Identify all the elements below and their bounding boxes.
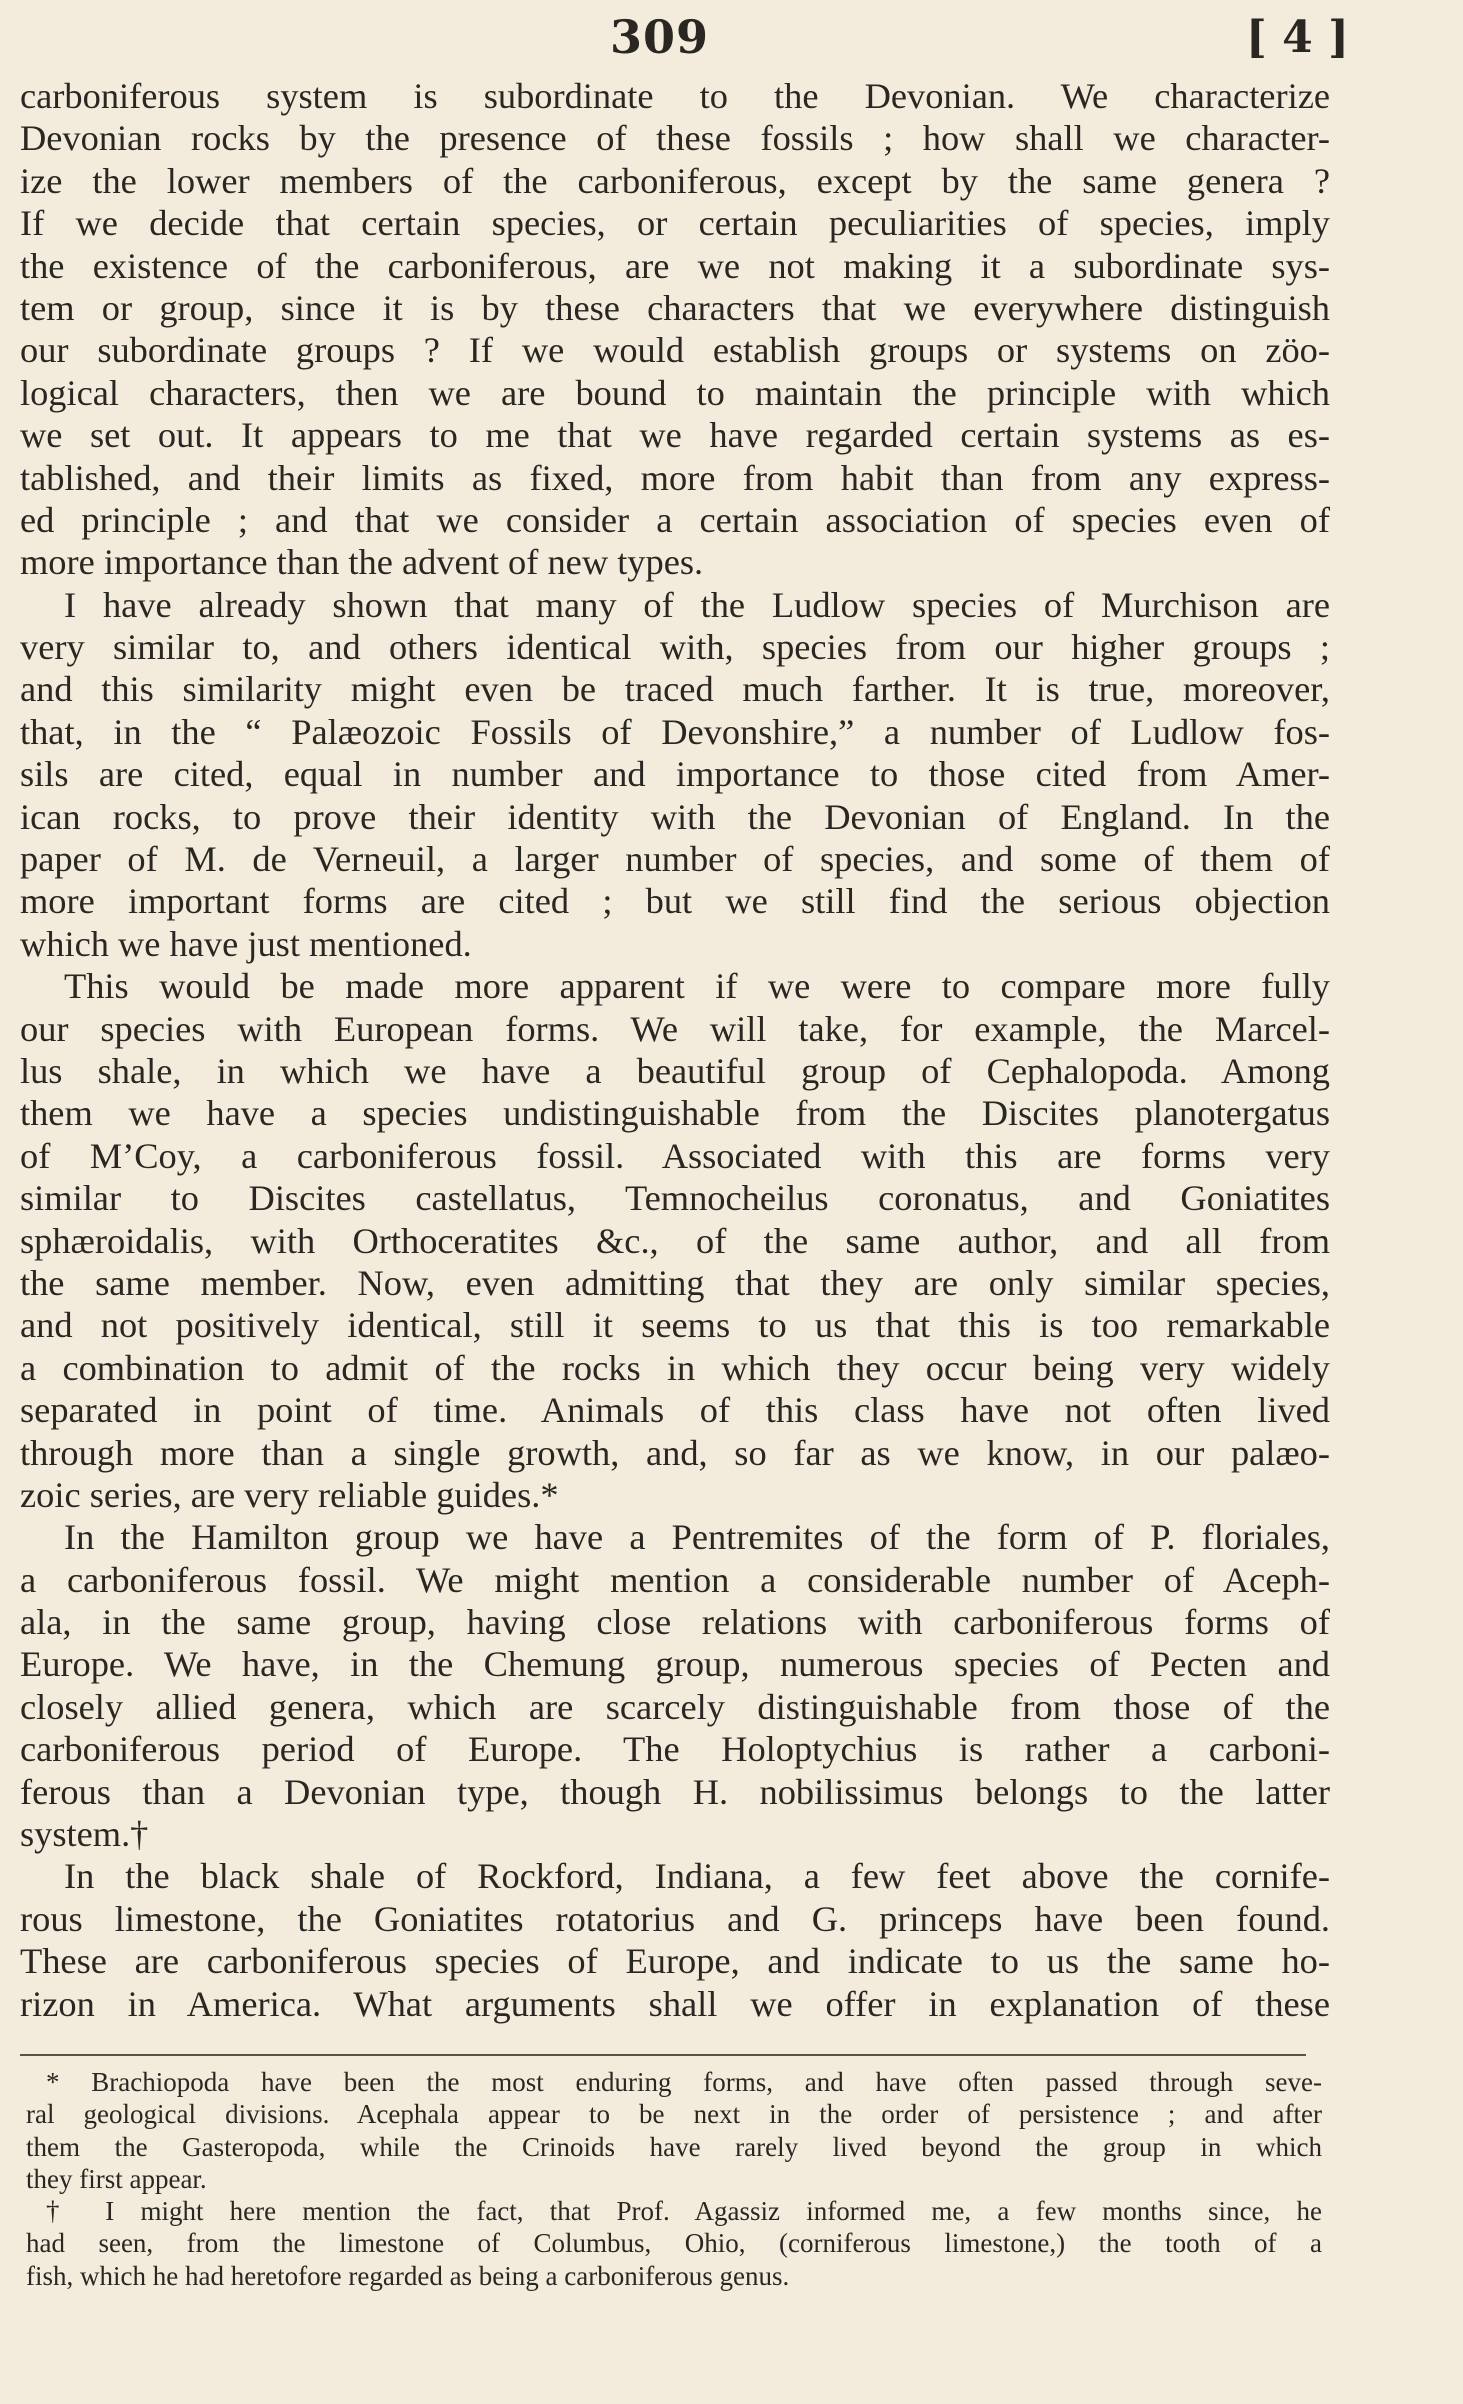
text-line: tem or group, since it is by these characters that we everywhere distinguish xyxy=(20,287,1330,328)
text-line: that, in the “ Palæozoic Fossils of Devonshire,” a number of Ludlow fos- xyxy=(20,711,1330,752)
text-line: lus shale, in which we have a beautiful group of Cephalopoda. Among xyxy=(20,1050,1330,1091)
text-line: of M’Coy, a carboniferous fossil. Associated with this are forms very xyxy=(20,1135,1330,1176)
footnotes xyxy=(26,2066,1322,2292)
text-line: carboniferous system is subordinate to the Devonian. We characterize xyxy=(20,76,1330,116)
text-line: separated in point of time. Animals of this class have not often lived xyxy=(20,1390,1330,1431)
text-line: rous limestone, the Goniatites rotatorius and G. princeps have been found. xyxy=(20,1898,1330,1939)
text-line: Devonian rocks by the presence of these fossils ; how shall we character- xyxy=(20,118,1330,159)
text-line: closely allied genera, which are scarcely distinguishable from those of the xyxy=(20,1686,1330,1727)
text-line: which we have just mentioned. xyxy=(20,923,472,964)
text-line: more importance than the advent of new types. xyxy=(20,542,704,583)
text-line: If we decide that certain species, or certain peculiarities of species, imply xyxy=(20,203,1330,244)
text-line: we set out. It appears to me that we have regarded certain systems as es- xyxy=(20,415,1330,456)
text-line: I have already shown that many of the Ludlow species of Murchison are xyxy=(64,584,1330,625)
text-line: ize the lower members of the carboniferous, except by the same genera ? xyxy=(20,160,1330,201)
text-line: our subordinate groups ? If we would establish groups or systems on zöo- xyxy=(20,330,1330,371)
text-line: and not positively identical, still it seems to us that this is too remarkable xyxy=(20,1305,1330,1346)
text-line: a combination to admit of the rocks in which they occur being very widely xyxy=(20,1347,1330,1388)
text-line: and this similarity might even be traced much farther. It is true, moreover, xyxy=(20,669,1330,710)
text-line: In the black shale of Rockford, Indiana, a few feet above the cornife- xyxy=(64,1856,1330,1897)
page-header xyxy=(0,10,1463,72)
text-line: paper of M. de Verneuil, a larger number of species, and some of them of xyxy=(20,839,1330,880)
text-line: ala, in the same group, having close relations with carboniferous forms of xyxy=(20,1602,1330,1643)
text-line: similar to Discites castellatus, Temnocheilus coronatus, and Goniatites xyxy=(20,1178,1330,1219)
footnote-line: had seen, from the limestone of Columbus, Ohio, (corniferous limestone,) the tooth of a xyxy=(26,2228,1322,2259)
text-line: very similar to, and others identical with, species from our higher groups ; xyxy=(20,627,1330,668)
footnote-line: † I might here mention the fact, that Prof. Agassiz informed me, a few months since, he xyxy=(46,2196,1322,2227)
text-line: ed principle ; and that we consider a certain association of species even of xyxy=(20,499,1330,540)
footnote-line: them the Gasteropoda, while the Crinoids have rarely lived beyond the group in which xyxy=(26,2131,1322,2162)
text-line: logical characters, then we are bound to maintain the principle with which xyxy=(20,372,1330,413)
text-line: carboniferous period of Europe. The Holoptychius is rather a carboni- xyxy=(20,1729,1330,1770)
signature-mark: [ 4 ] xyxy=(1246,12,1349,63)
footnote-divider xyxy=(20,2054,1306,2056)
text-line: sphæroidalis, with Orthoceratites &c., of the same author, and all from xyxy=(20,1220,1330,1261)
text-line: more important forms are cited ; but we still find the serious objection xyxy=(20,881,1330,922)
text-line: through more than a single growth, and, so far as we know, in our palæo- xyxy=(20,1432,1330,1473)
text-line: the existence of the carboniferous, are we not making it a subordinate sys- xyxy=(20,245,1330,286)
text-line: zoic series, are very reliable guides.* xyxy=(20,1474,559,1515)
text-line: system.† xyxy=(20,1814,149,1855)
body-text xyxy=(20,75,1330,2025)
text-line: sils are cited, equal in number and importance to those cited from Amer- xyxy=(20,754,1330,795)
text-line: rizon in America. What arguments shall we offer in explanation of these xyxy=(20,1983,1330,2024)
text-line: Europe. We have, in the Chemung group, numerous species of Pecten and xyxy=(20,1644,1330,1685)
text-line: ferous than a Devonian type, though H. nobilissimus belongs to the latter xyxy=(20,1771,1330,1812)
footnote-line: they first appear. xyxy=(26,2163,207,2194)
text-line: them we have a species undistinguishable from the Discites planotergatus xyxy=(20,1093,1330,1134)
text-line: ican rocks, to prove their identity with the Devonian of England. In the xyxy=(20,796,1330,837)
text-line: our species with European forms. We will take, for example, the Marcel- xyxy=(20,1008,1330,1049)
footnote-line: fish, which he had heretofore regarded as being a carboniferous genus. xyxy=(26,2260,790,2291)
text-line: a carboniferous fossil. We might mention a considerable number of Aceph- xyxy=(20,1559,1330,1600)
text-line: These are carboniferous species of Europe, and indicate to us the same ho- xyxy=(20,1941,1330,1982)
page-number: 309 xyxy=(610,10,710,64)
text-line: In the Hamilton group we have a Pentremites of the form of P. florіales, xyxy=(64,1517,1330,1558)
text-line: This would be made more apparent if we were to compare more fully xyxy=(64,966,1330,1007)
text-line: the same member. Now, even admitting that they are only similar species, xyxy=(20,1262,1330,1303)
footnote-line: ral geological divisions. Acephala appear to be next in the order of persistence ; and after xyxy=(26,2099,1322,2130)
footnote-line: * Brachiopoda have been the most enduring forms, and have often passed through seve- xyxy=(46,2067,1322,2097)
text-line: tablished, and their limits as fixed, more from habit than from any express- xyxy=(20,457,1330,498)
